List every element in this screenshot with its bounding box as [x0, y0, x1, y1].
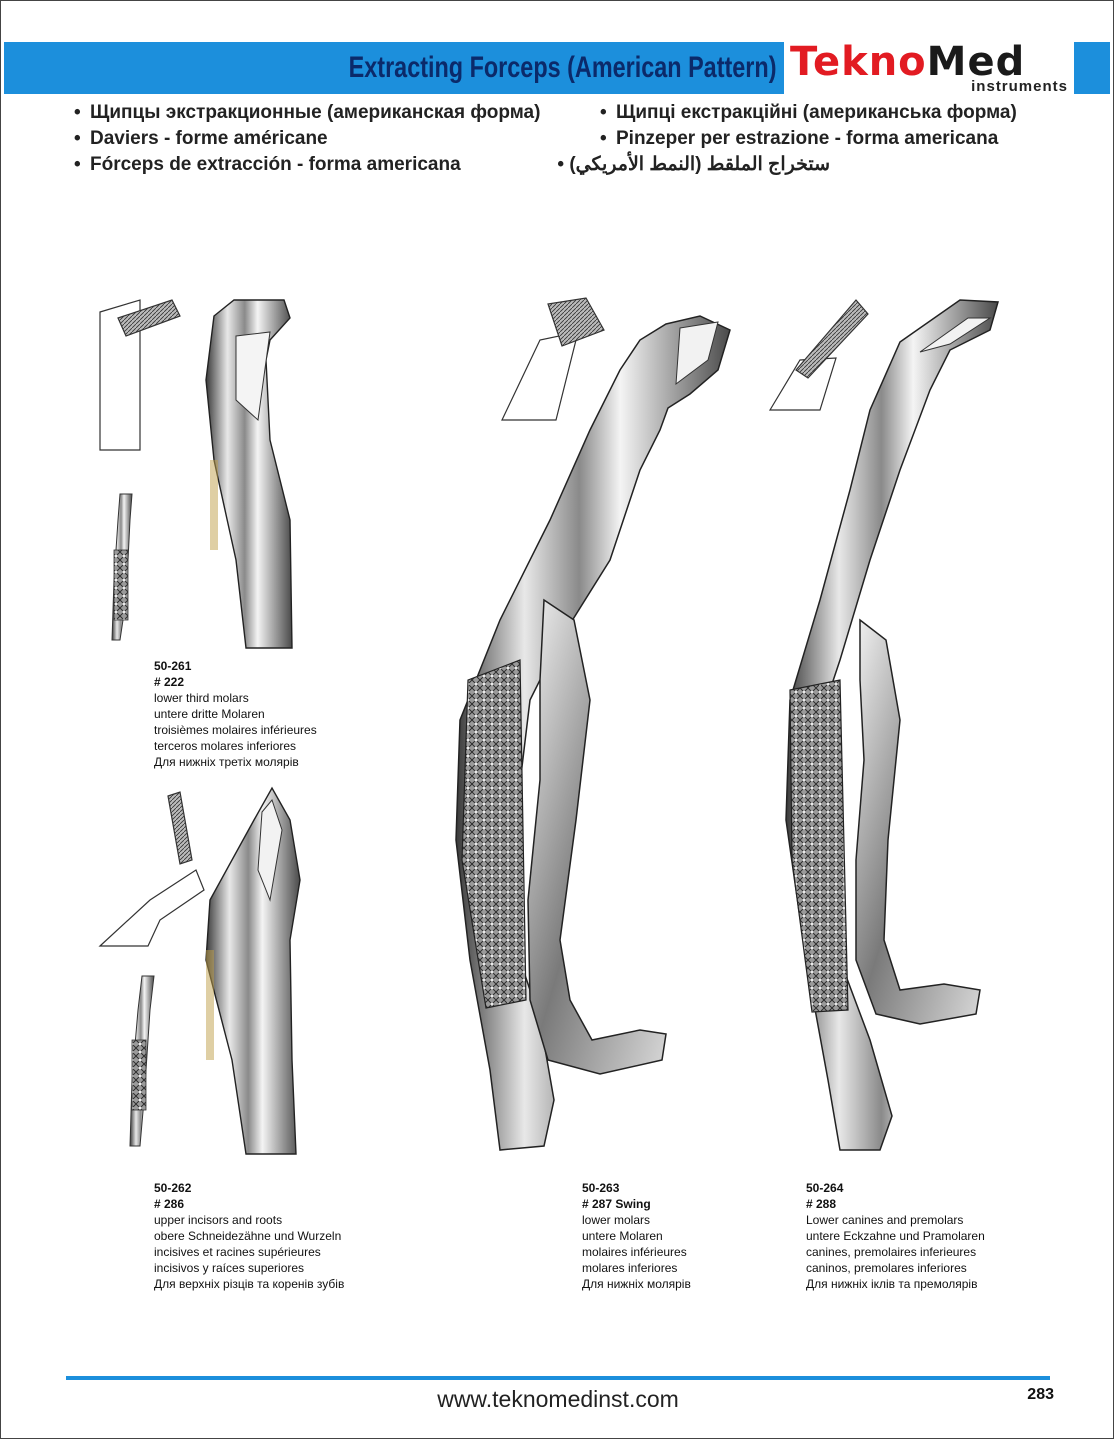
forceps-50-262-beak [206, 788, 300, 1154]
item-desc-line: obere Schneidezähne und Wurzeln [154, 1229, 342, 1243]
item-desc-line: Для нижніх третіх молярів [154, 755, 299, 769]
item-desc-line: terceros molares inferiores [154, 739, 297, 753]
forceps-50-263 [456, 316, 730, 1150]
language-line: • Щипцы экстракционные (американская форма) [74, 102, 541, 123]
logo-subtitle: instruments [971, 78, 1068, 95]
item-code: 50-264 [806, 1181, 844, 1195]
item-desc-line: Lower canines and premolars [806, 1213, 964, 1227]
item-number: # 288 [806, 1197, 837, 1211]
item-desc-line: troisièmes molaires inférieures [154, 723, 317, 737]
forceps-50-261-beak [206, 300, 292, 648]
language-line: ستخراج الملقط (النمط الأمريكي) • [557, 154, 830, 175]
page-title: Extracting Forceps (American Pattern) [348, 51, 776, 84]
item-desc-line: incisives et racines supérieures [154, 1245, 321, 1259]
item-number: # 222 [154, 675, 185, 689]
forceps-50-261-miniature [112, 494, 132, 640]
item-code: 50-262 [154, 1181, 192, 1195]
item-desc-line: Для нижніх молярів [582, 1277, 691, 1291]
language-line: • Fórceps de extracción - forma americana [74, 154, 461, 175]
item-desc-line: lower molars [582, 1213, 651, 1227]
item-desc-line: molares inferiores [582, 1261, 678, 1275]
language-line: • Щипці екстракційні (американська форма) [600, 102, 1017, 123]
item-desc-line: molaires inférieures [582, 1245, 687, 1259]
forceps-50-262-miniature [130, 976, 154, 1146]
forceps-50-263-jaw-sketch [502, 298, 604, 420]
item-number: # 286 [154, 1197, 185, 1211]
forceps-50-264 [786, 300, 998, 1150]
item-caption-50-262 [154, 1180, 344, 1292]
item-desc-line: incisivos y raíces superiores [154, 1261, 305, 1275]
item-caption-50-261 [154, 658, 317, 770]
item-desc-line: Для верхніх різців та коренів зубів [154, 1277, 345, 1291]
item-desc-line: caninos, premolares inferiores [806, 1261, 967, 1275]
forceps-50-264-jaw-sketch [770, 300, 868, 410]
logo-wordmark: TeknoMed [790, 39, 1026, 85]
item-number: # 287 Swing [582, 1197, 651, 1211]
item-desc-line: Для нижніх іклів та премолярів [806, 1277, 978, 1291]
language-line: • Pinzeper per estrazione - forma americana [600, 128, 999, 149]
footer-website: www.teknomedinst.com [437, 1386, 679, 1412]
language-line: • Daviers - forme américane [74, 128, 328, 149]
item-desc-line: untere Eckzahne und Pramolaren [806, 1229, 985, 1243]
item-desc-line: upper incisors and roots [154, 1213, 283, 1227]
item-desc-line: untere dritte Molaren [154, 707, 265, 721]
item-code: 50-261 [154, 659, 192, 673]
item-code: 50-263 [582, 1181, 620, 1195]
item-desc-line: lower third molars [154, 691, 249, 705]
item-desc-line: canines, premolaires inferieures [806, 1245, 977, 1259]
forceps-50-262-jaw-sketch [100, 792, 204, 946]
item-caption-50-264 [806, 1180, 985, 1292]
page-number: 283 [1027, 1386, 1054, 1403]
footer-divider [66, 1376, 1050, 1380]
item-caption-50-263 [582, 1180, 691, 1292]
item-desc-line: untere Molaren [582, 1229, 663, 1243]
forceps-50-261-jaw-sketch [100, 300, 180, 450]
